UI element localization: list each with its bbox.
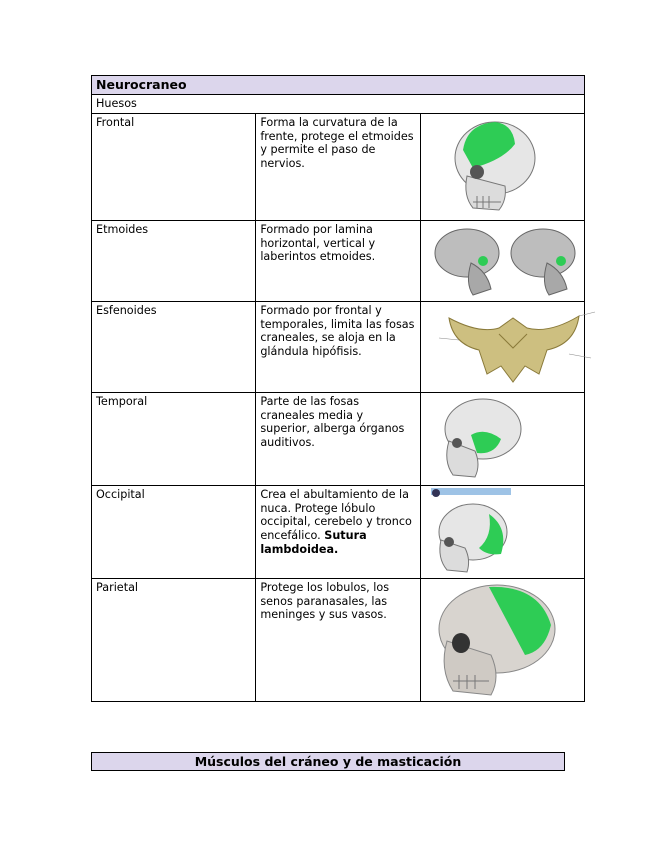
bone-image-cell: [420, 578, 584, 701]
neurocraneo-section: [91, 75, 585, 702]
bone-name: Esfenoides: [92, 301, 256, 392]
bone-description: Formado por frontal y temporales, limita las fosas craneales, se aloja en la glándula hipófisis.: [256, 301, 420, 392]
bone-name: Occipital: [92, 485, 256, 578]
bone-image-cell: [420, 220, 584, 301]
section-title-muscles: Músculos del cráneo y de masticación: [91, 752, 565, 771]
bone-description: Formado por lamina horizontal, vertical y laberintos etmoides.: [256, 220, 420, 301]
bone-name: Temporal: [92, 392, 256, 485]
table-row: [92, 301, 585, 392]
bone-description-text: Crea el abultamiento de la nuca. Protege lóbulo occipital, cerebelo y tronco encefálico.: [260, 487, 412, 543]
bone-description-bold: Sutura lambdoidea.: [260, 529, 367, 556]
bone-image-cell: [420, 301, 584, 392]
bone-name: Etmoides: [92, 220, 256, 301]
bones-table: [91, 75, 585, 702]
table-row: [92, 392, 585, 485]
bone-image-cell: [420, 485, 584, 578]
table-subheader: Huesos: [92, 95, 585, 114]
table-row: [92, 578, 585, 701]
ethmoid-skull-image: [431, 223, 591, 299]
table-row: [92, 485, 585, 578]
bone-image-cell: [420, 113, 584, 220]
table-title: Neurocraneo: [92, 76, 585, 95]
bone-description: Protege los lobulos, los senos paranasales, las meninges y sus vasos.: [256, 578, 420, 701]
occipital-skull-image: [431, 488, 521, 576]
parietal-skull-image: [427, 581, 559, 699]
table-title-row: [92, 76, 585, 95]
table-row: [92, 113, 585, 220]
temporal-skull-image: [435, 395, 525, 483]
bone-name: Parietal: [92, 578, 256, 701]
bone-description: Forma la curvatura de la frente, protege el etmoides y permite el paso de nervios.: [256, 113, 420, 220]
bone-description: [256, 485, 420, 578]
frontal-skull-image: [443, 116, 543, 218]
sphenoid-bone-image: [429, 304, 599, 390]
table-subheader-row: [92, 95, 585, 114]
bone-image-cell: [420, 392, 584, 485]
bone-name: Frontal: [92, 113, 256, 220]
bone-description: Parte de las fosas craneales media y superior, alberga órganos auditivos.: [256, 392, 420, 485]
table-row: [92, 220, 585, 301]
